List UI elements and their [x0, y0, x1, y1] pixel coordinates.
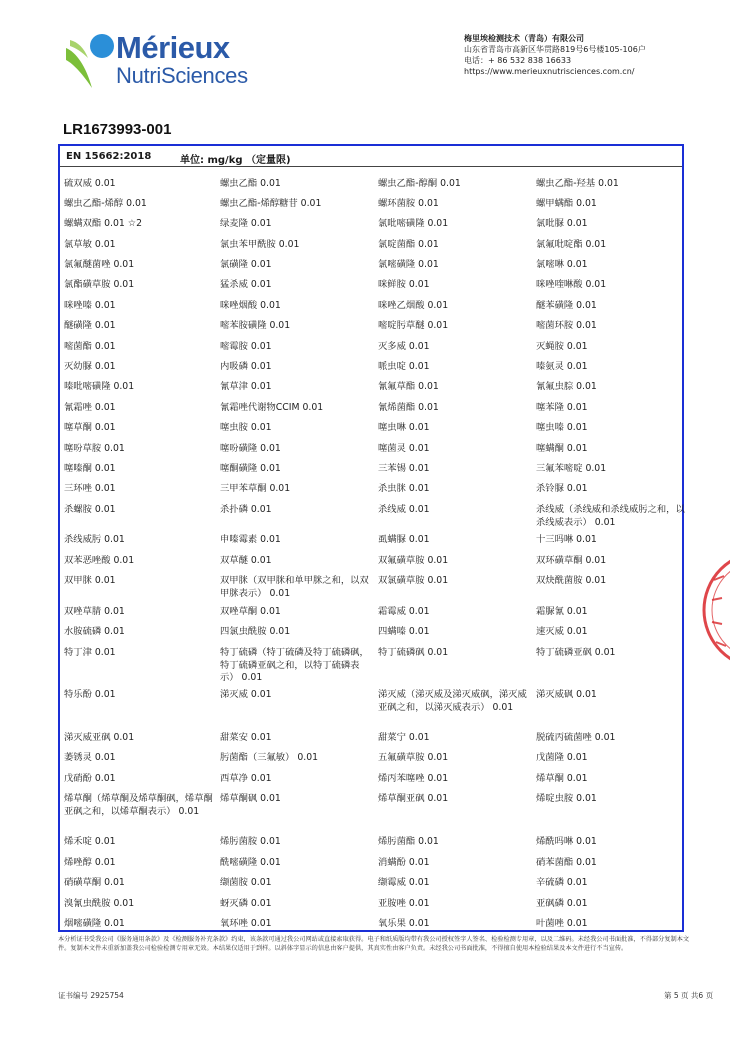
table-cell: 特丁硫磷亚砜 0.01	[536, 647, 616, 658]
table-cell: 双甲脒 0.01	[64, 575, 116, 586]
logo-text-merieux: Mérieux	[116, 30, 230, 65]
table-cell: 螺虫乙酯-烯醇糖苷 0.01	[220, 198, 322, 209]
table-cell: 三环唑 0.01	[64, 483, 116, 494]
table-cell: 烯草酮砜 0.01	[220, 793, 281, 804]
table-cell: 烯禾啶 0.01	[64, 836, 116, 847]
table-cell: 蚜灭磷 0.01	[220, 898, 272, 909]
table-cell: 五氟磺草胺 0.01	[378, 752, 449, 763]
disclaimer-text: 本分析证书受我公司《服务通用条款》及《检测服务补充条款》约束，该条款可通过我公司网站或直接索取获得。电子和纸质版均带有我公司授权签字人签名、检验检测专用章，以及二维码。未经我公司书面批准，不得部分复制本文件。复制本文件未重新加盖我公司检验检测专用章无效。本结果仅适用于到样。以斜体字显示的信息由客户提供，其真实性由客户负责。未经我公司书面批准，不得擅自使用本检验结果及本文件进行不当宣传。	[58, 936, 690, 952]
table-cell: 烯肟菌酯 0.01	[378, 836, 439, 847]
table-cell: 亚胺唑 0.01	[378, 898, 430, 909]
table-cell: 肟菌酯（三氟敏） 0.01	[220, 752, 319, 763]
table-cell: 氯嘧磺隆 0.01	[378, 259, 439, 270]
table-cell: 双草醚 0.01	[220, 555, 272, 566]
header-divider	[60, 166, 682, 167]
logo-mark-icon	[64, 30, 114, 92]
table-cell: 氧乐果 0.01	[378, 918, 430, 929]
table-cell: 杀铃脲 0.01	[536, 483, 588, 494]
certificate-number: 证书编号 2925754	[58, 991, 124, 1000]
table-cell: 氯吡嘧磺隆 0.01	[378, 218, 449, 229]
table-cell: 氰霜唑 0.01	[64, 402, 116, 413]
table-cell: 特乐酚 0.01	[64, 689, 116, 700]
table-cell: 哌虫啶 0.01	[378, 361, 430, 372]
table-cell: 螺虫乙酯-烯醇 0.01	[64, 198, 147, 209]
table-cell: 亚砜磷 0.01	[536, 898, 588, 909]
table-cell: 十三吗啉 0.01	[536, 534, 597, 545]
table-cell: 螺虫乙酯-羟基 0.01	[536, 178, 619, 189]
table-cell: 氰氟草酯 0.01	[378, 381, 439, 392]
table-cell: 氯氟醚菌唑 0.01	[64, 259, 135, 270]
table-cell: 噻吩磺隆 0.01	[220, 443, 281, 454]
table-cell: 霜霉威 0.01	[378, 606, 430, 617]
table-cell: 烯肟菌胺 0.01	[220, 836, 281, 847]
table-cell: 戊硝酚 0.01	[64, 773, 116, 784]
table-cell: 辛硫磷 0.01	[536, 877, 588, 888]
table-cell: 酰嘧磺隆 0.01	[220, 857, 281, 868]
table-cell: 氧环唑 0.01	[220, 918, 272, 929]
table-cell: 噻菌灵 0.01	[378, 443, 430, 454]
table-cell: 三氟苯嘧啶 0.01	[536, 463, 607, 474]
table-cell: 螺甲螨酯 0.01	[536, 198, 597, 209]
table-cell: 戊菌隆 0.01	[536, 752, 588, 763]
table-cell: 噻苯隆 0.01	[536, 402, 588, 413]
table-cell: 氰烯菌酯 0.01	[378, 402, 439, 413]
table-cell: 咪唑烟酸 0.01	[220, 300, 281, 311]
table-cell: 内吸磷 0.01	[220, 361, 272, 372]
table-cell: 消螨酚 0.01	[378, 857, 430, 868]
company-website[interactable]: https://www.merieuxnutrisciences.com.cn/	[464, 67, 635, 76]
table-cell: 噻虫胺 0.01	[220, 422, 272, 433]
table-cell: 涕灭威 0.01	[220, 689, 272, 700]
official-seal-icon	[700, 540, 730, 680]
table-cell: 霜脲氰 0.01	[536, 606, 588, 617]
table-cell: 氯吡脲 0.01	[536, 218, 588, 229]
company-phone: 电话：+ 86 532 838 16633	[464, 56, 572, 65]
table-cell: 双甲脒（双甲脒和单甲脒之和，以双甲脒表示） 0.01	[220, 575, 369, 599]
table-cell: 虱螨脲 0.01	[378, 534, 430, 545]
table-cell: 特丁津 0.01	[64, 647, 116, 658]
table-cell: 烯啶虫胺 0.01	[536, 793, 597, 804]
table-cell: 烯草酮（烯草酮及烯草酮砜，烯草酮亚砜之和，以烯草酮表示） 0.01	[64, 793, 213, 817]
merieux-logo	[64, 30, 264, 92]
company-info	[464, 33, 646, 77]
table-cell: 氯氟吡啶酯 0.01	[536, 239, 607, 250]
table-cell: 氰氟虫腙 0.01	[536, 381, 597, 392]
table-cell: 双环磺草酮 0.01	[536, 555, 607, 566]
table-cell: 特丁硫磷（特丁硫磷及特丁硫磷砜，特丁硫磷亚砜之和，以特丁硫磷表示） 0.01	[220, 647, 369, 683]
table-cell: 烯唑醇 0.01	[64, 857, 116, 868]
table-cell: 噻吩草胺 0.01	[64, 443, 125, 454]
table-cell: 醚磺隆 0.01	[64, 320, 116, 331]
table-cell: 噻草酮 0.01	[64, 422, 116, 433]
table-cell: 申嗪霉素 0.01	[220, 534, 281, 545]
report-number: LR1673993-001	[63, 121, 172, 138]
table-cell: 双炔酰菌胺 0.01	[536, 575, 607, 586]
table-cell: 硝苯菌酯 0.01	[536, 857, 597, 868]
table-cell: 杀螺胺 0.01	[64, 504, 116, 515]
table-cell: 灭幼脲 0.01	[64, 361, 116, 372]
table-cell: 四氯虫酰胺 0.01	[220, 626, 291, 637]
table-cell: 缬霉威 0.01	[378, 877, 430, 888]
results-table	[58, 144, 684, 932]
table-cell: 特丁硫磷砜 0.01	[378, 647, 449, 658]
table-cell: 西草净 0.01	[220, 773, 272, 784]
table-cell: 灭多威 0.01	[378, 341, 430, 352]
table-cell: 杀线威肟 0.01	[64, 534, 125, 545]
table-cell: 螺环菌胺 0.01	[378, 198, 439, 209]
table-cell: 嘧菌环胺 0.01	[536, 320, 597, 331]
table-cell: 氰霜唑代谢物CCIM 0.01	[220, 402, 324, 413]
company-name: 梅里埃检测技术（青岛）有限公司	[464, 34, 584, 43]
table-cell: 噻螨酮 0.01	[536, 443, 588, 454]
page-number: 第 5 页 共6 页	[664, 991, 714, 1000]
table-cell: 三苯锡 0.01	[378, 463, 430, 474]
table-cell: 水胺硫磷 0.01	[64, 626, 125, 637]
table-cell: 双唑草酮 0.01	[220, 606, 281, 617]
table-cell: 溴氰虫酰胺 0.01	[64, 898, 135, 909]
table-cell: 螺虫乙酯 0.01	[220, 178, 281, 189]
method-label: EN 15662:2018	[66, 151, 152, 162]
table-cell: 萎锈灵 0.01	[64, 752, 116, 763]
table-cell: 灭蝇胺 0.01	[536, 341, 588, 352]
table-cell: 甜菜安 0.01	[220, 732, 272, 743]
table-cell: 氯啶菌酯 0.01	[378, 239, 439, 250]
table-cell: 咪唑乙烟酸 0.01	[378, 300, 449, 311]
table-cell: 叶菌唑 0.01	[536, 918, 588, 929]
table-cell: 咪唑喹啉酸 0.01	[536, 279, 607, 290]
table-cell: 烯草酮亚砜 0.01	[378, 793, 449, 804]
table-cell: 猛杀威 0.01	[220, 279, 272, 290]
table-cell: 涕灭威（涕灭威及涕灭威砜，涕灭威亚砜之和，以涕灭威表示） 0.01	[378, 689, 527, 713]
table-cell: 双唑草腈 0.01	[64, 606, 125, 617]
table-cell: 烯酰吗啉 0.01	[536, 836, 597, 847]
table-cell: 氯草敏 0.01	[64, 239, 116, 250]
table-cell: 四螨嗪 0.01	[378, 626, 430, 637]
table-cell: 烯丙苯噻唑 0.01	[378, 773, 449, 784]
table-cell: 双苯恶唑酸 0.01	[64, 555, 135, 566]
table-cell: 涕灭威亚砜 0.01	[64, 732, 135, 743]
table-cell: 甜菜宁 0.01	[378, 732, 430, 743]
table-cell: 绿麦隆 0.01	[220, 218, 272, 229]
table-cell: 氯磺隆 0.01	[220, 259, 272, 270]
company-address: 山东省青岛市高新区华贯路819号6号楼105-106户	[464, 45, 646, 54]
table-cell: 缬菌胺 0.01	[220, 877, 272, 888]
logo-text-nutrisciences: NutriSciences	[116, 63, 248, 88]
table-cell: 噻嗪酮 0.01	[64, 463, 116, 474]
table-cell: 杀虫脒 0.01	[378, 483, 430, 494]
table-cell: 嘧苯胺磺隆 0.01	[220, 320, 291, 331]
table-cell: 烟嘧磺隆 0.01	[64, 918, 125, 929]
table-cell: 嗪吡嘧磺隆 0.01	[64, 381, 135, 392]
table-cell: 杀线威 0.01	[378, 504, 430, 515]
table-cell: 螺螨双酯 0.01 ☆2	[64, 218, 143, 229]
table-cell: 氯酯磺草胺 0.01	[64, 279, 135, 290]
table-cell: 嘧菌酯 0.01	[64, 341, 116, 352]
table-cell: 氯虫苯甲酰胺 0.01	[220, 239, 300, 250]
unit-label: 单位: mg/kg （定量限)	[180, 155, 291, 166]
table-cell: 氯嘧啉 0.01	[536, 259, 588, 270]
table-cell: 杀扑磷 0.01	[220, 504, 272, 515]
table-cell: 嗪氨灵 0.01	[536, 361, 588, 372]
table-cell: 速灭威 0.01	[536, 626, 588, 637]
table-cell: 烯草酮 0.01	[536, 773, 588, 784]
table-cell: 嘧啶肟草醚 0.01	[378, 320, 449, 331]
table-cell: 杀线威（杀线威和杀线威肟之和，以杀线威表示） 0.01	[536, 504, 685, 528]
table-cell: 双氟磺草胺 0.01	[378, 555, 449, 566]
table-cell: 噻酮磺隆 0.01	[220, 463, 281, 474]
table-cell: 氰草津 0.01	[220, 381, 272, 392]
table-cell: 双氯磺草胺 0.01	[378, 575, 449, 586]
table-cell: 醚苯磺隆 0.01	[536, 300, 597, 311]
table-cell: 涕灭威砜 0.01	[536, 689, 597, 700]
table-cell: 咪鲜胺 0.01	[378, 279, 430, 290]
table-cell: 硫双威 0.01	[64, 178, 116, 189]
table-cell: 硝磺草酮 0.01	[64, 877, 125, 888]
table-cell: 噻虫啉 0.01	[378, 422, 430, 433]
table-cell: 嘧霉胺 0.01	[220, 341, 272, 352]
table-cell: 咪唑嗪 0.01	[64, 300, 116, 311]
table-cell: 脱硫丙硫菌唑 0.01	[536, 732, 616, 743]
table-cell: 螺虫乙酯-醇酮 0.01	[378, 178, 461, 189]
table-cell: 三甲苯草酮 0.01	[220, 483, 291, 494]
table-cell: 噻虫嗪 0.01	[536, 422, 588, 433]
